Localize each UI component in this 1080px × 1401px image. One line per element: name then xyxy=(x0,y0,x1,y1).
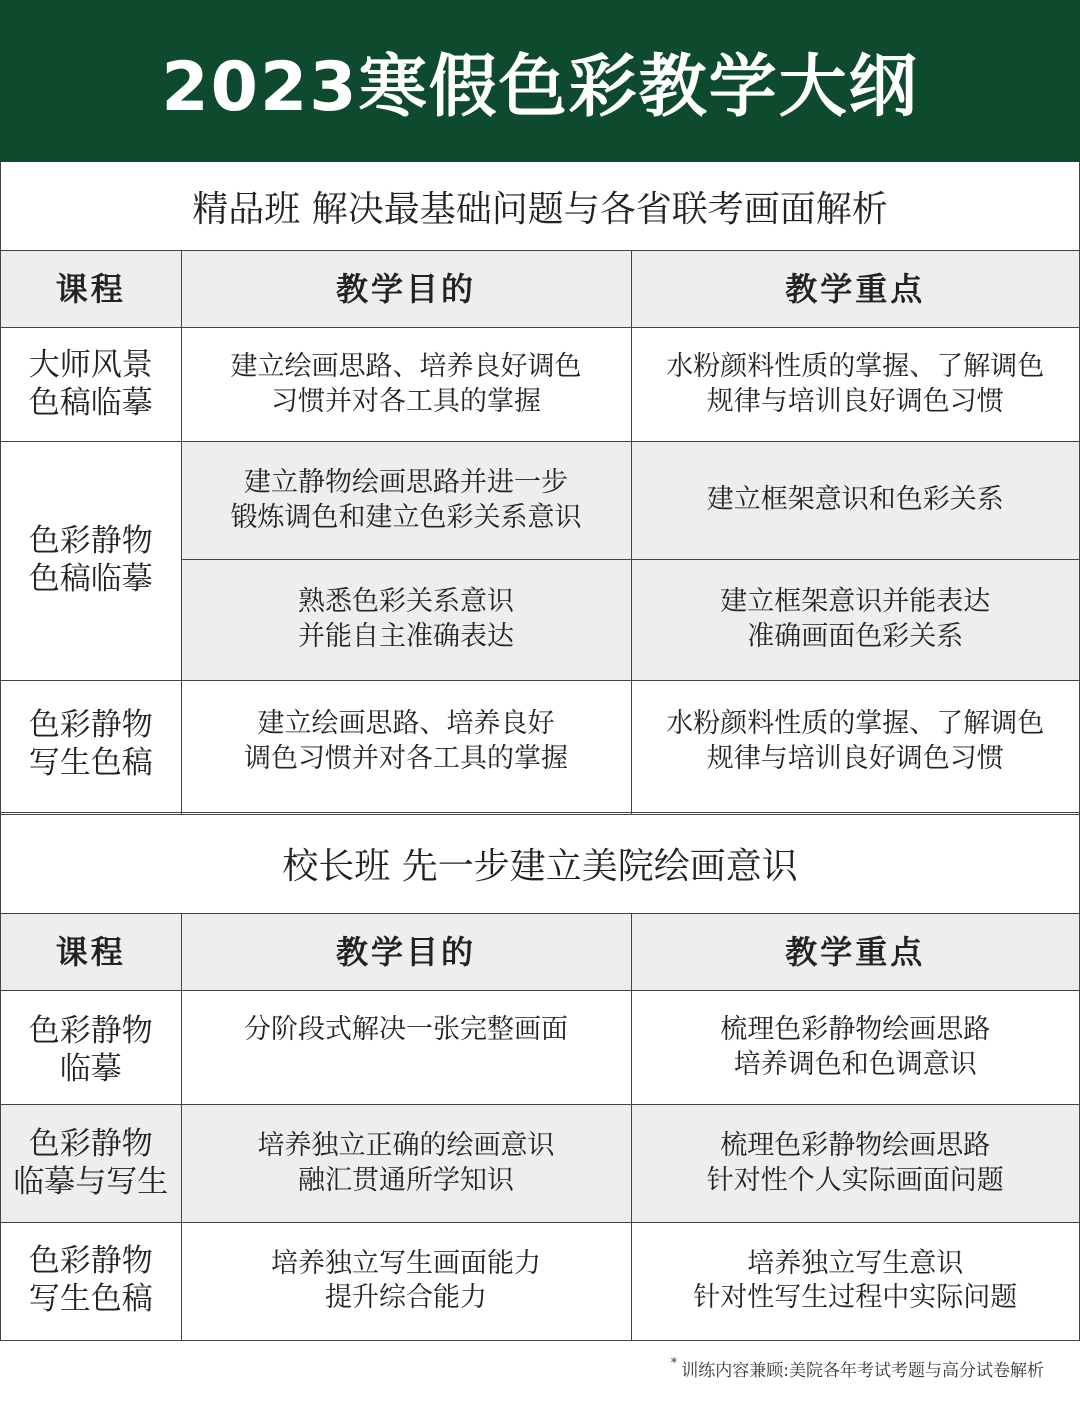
course-cell: 色彩静物 写生色稿 xyxy=(1,681,181,814)
column-header-focus: 教学重点 xyxy=(631,914,1079,991)
table-row xyxy=(1,328,1079,442)
focus-cell: 梳理色彩静物绘画思路 针对性个人实际画面问题 xyxy=(631,1105,1079,1223)
footnote-marker: * xyxy=(670,1356,678,1371)
table-row xyxy=(1,1223,1079,1340)
column-header-focus: 教学重点 xyxy=(631,251,1079,328)
goal-cell: 分阶段式解决一张完整画面 xyxy=(181,991,631,1105)
goal-cell: 建立静物绘画思路并进一步 锻炼调色和建立色彩关系意识 xyxy=(181,442,631,560)
section-title-premium: 精品班 解决最基础问题与各省联考画面解析 xyxy=(1,162,1079,251)
course-cell: 大师风景 色稿临摹 xyxy=(1,328,181,442)
focus-cell: 水粉颜料性质的掌握、了解调色 规律与培训良好调色习惯 xyxy=(631,328,1079,442)
focus-cell: 建立框架意识和色彩关系 xyxy=(631,442,1079,560)
table-row xyxy=(1,442,1079,560)
table-header-row xyxy=(1,914,1079,991)
goal-cell: 建立绘画思路、培养良好 调色习惯并对各工具的掌握 xyxy=(181,681,631,814)
page-title: 2023寒假色彩教学大纲 xyxy=(161,47,919,127)
footnote-text: 训练内容兼顾:美院各年考试考题与高分试卷解析 xyxy=(681,1361,1044,1381)
goal-cell: 建立绘画思路、培养良好调色 习惯并对各工具的掌握 xyxy=(181,328,631,442)
goal-cell: 熟悉色彩关系意识 并能自主准确表达 xyxy=(181,560,631,681)
column-header-course: 课程 xyxy=(1,914,181,991)
focus-cell: 水粉颜料性质的掌握、了解调色 规律与培训良好调色习惯 xyxy=(631,681,1079,814)
goal-cell: 培养独立写生画面能力 提升综合能力 xyxy=(181,1223,631,1340)
section-title-principal: 校长班 先一步建立美院绘画意识 xyxy=(1,812,1079,914)
focus-cell: 培养独立写生意识 针对性写生过程中实际问题 xyxy=(631,1223,1079,1340)
section-principal-class xyxy=(0,812,1080,1341)
table-header-row xyxy=(1,251,1079,328)
table-row xyxy=(1,991,1079,1105)
principal-syllabus-table xyxy=(1,914,1079,1340)
column-header-goal: 教学目的 xyxy=(181,251,631,328)
table-row xyxy=(1,1105,1079,1223)
focus-cell: 建立框架意识并能表达 准确画面色彩关系 xyxy=(631,560,1079,681)
course-cell: 色彩静物 临摹 xyxy=(1,991,181,1105)
page-header xyxy=(0,0,1080,162)
column-header-course: 课程 xyxy=(1,251,181,328)
footnote xyxy=(671,1356,1044,1381)
section-premium-class xyxy=(0,162,1080,815)
focus-cell: 梳理色彩静物绘画思路 培养调色和色调意识 xyxy=(631,991,1079,1105)
premium-syllabus-table xyxy=(1,251,1079,814)
table-row xyxy=(1,681,1079,814)
column-header-goal: 教学目的 xyxy=(181,914,631,991)
course-cell: 色彩静物 色稿临摹 xyxy=(1,442,181,681)
course-cell: 色彩静物 临摹与写生 xyxy=(1,1105,181,1223)
course-cell: 色彩静物 写生色稿 xyxy=(1,1223,181,1340)
goal-cell: 培养独立正确的绘画意识 融汇贯通所学知识 xyxy=(181,1105,631,1223)
